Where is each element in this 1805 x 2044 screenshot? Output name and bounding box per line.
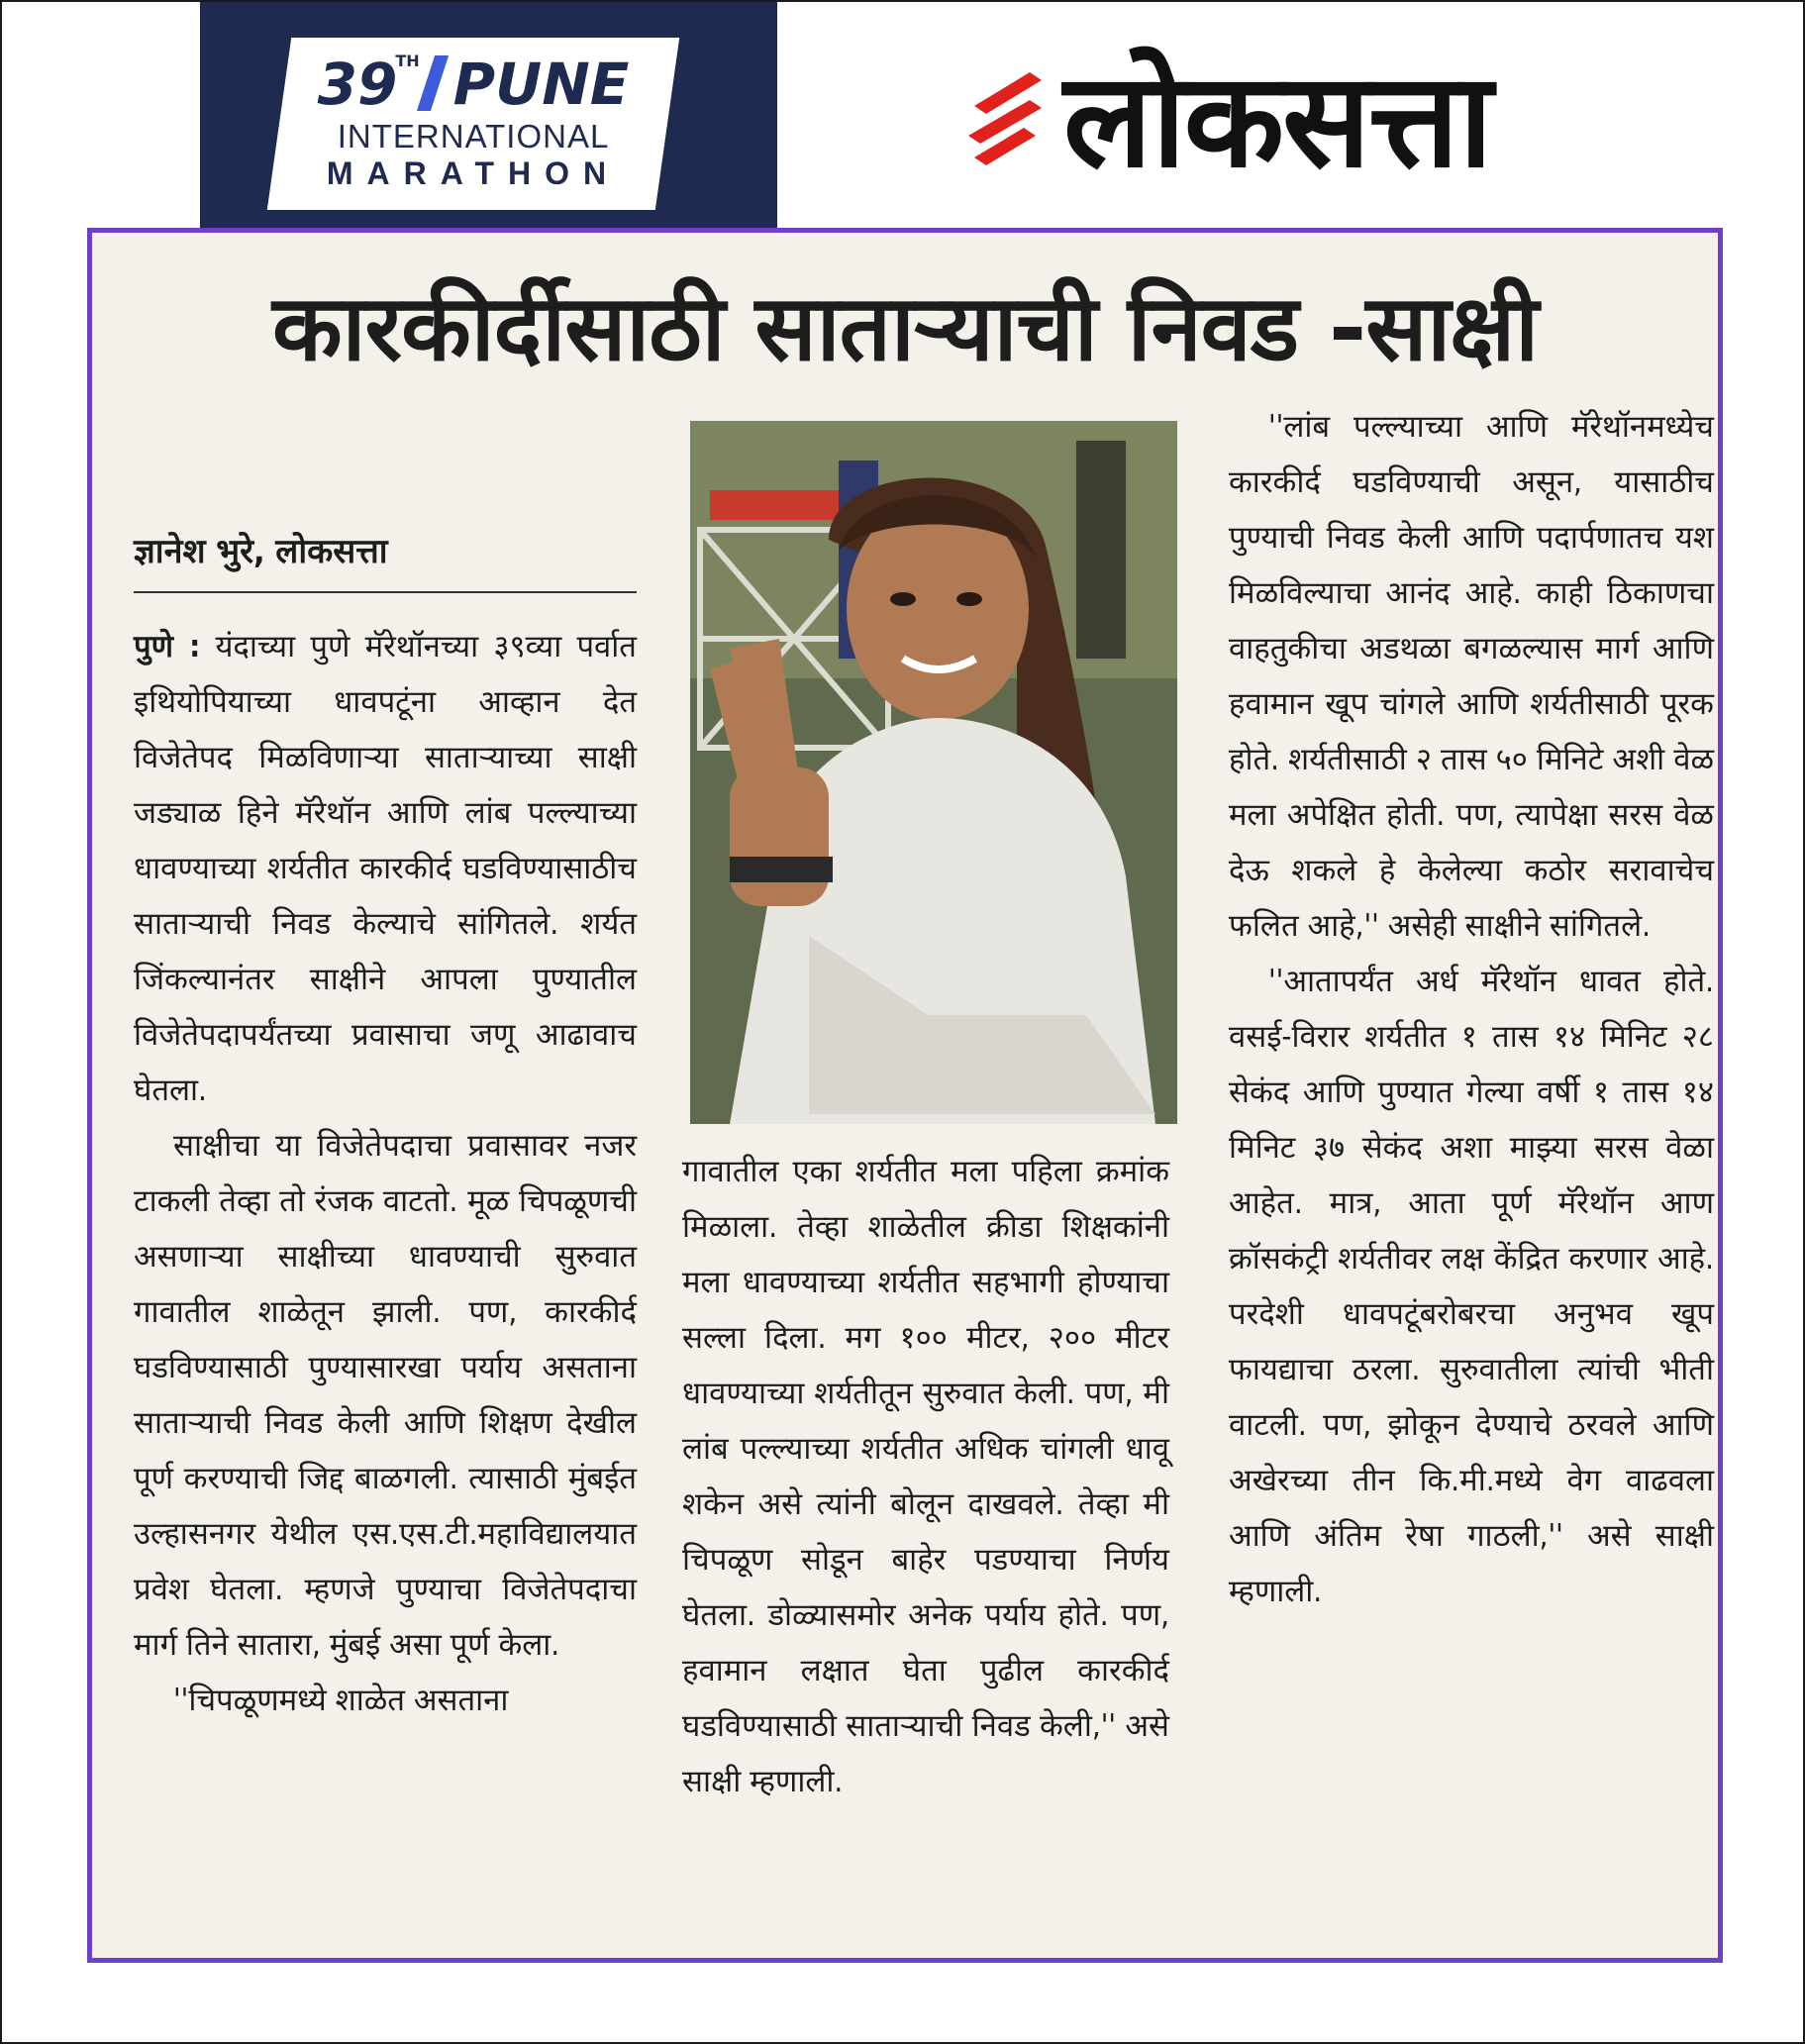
newspaper-name: लोकसत्ता [1063, 45, 1491, 197]
article-column-3 [1229, 399, 1714, 1619]
event-banner [200, 2, 777, 234]
logo-slash-mark [417, 55, 449, 111]
newspaper-masthead [960, 32, 1654, 210]
event-logo [267, 38, 679, 210]
event-type: MARATHON [326, 155, 621, 192]
article-paragraph: ''लांब पल्ल्याच्या आणि मॅरेथॉनमध्येच कारकीर्द घडविण्याची असून, यासाठीच पुण्याची निवड केली आणि पदार्पणातच यश मिळविल्याचा आनंद आहे. काही ठिकाणचा वाहतुकीचा अडथळा बगळल्यास मार्ग आणि हवामान खूप चांगले आणि शर्यतीसाठी पूरक होते. शर्यतीसाठी २ तास ५० मिनिटे अशी वेळ मला अपेक्षित होती. पण, त्यापेक्षा सरस वेळ देऊ शकले हे केलेल्या कठोर सरावाचेच फलित आहे,'' असेही साक्षीने सांगितले. [1229, 409, 1714, 944]
article-paragraph: ''चिपळूणमध्ये शाळेत असताना [173, 1683, 509, 1718]
athlete-photo [690, 421, 1177, 1124]
news-clipping [87, 228, 1723, 1963]
article-paragraph [134, 619, 637, 1118]
article-paragraph: साक्षीचा या विजेतेपदाचा प्रवासावर नजर टाकली तेव्हा तो रंजक वाटतो. मूळ चिपळूणची असणाऱ्या साक्षीच्या धावण्याची सुरुवात गावातील शाळेतून झाली. पण, कारकीर्द घडविण्यासाठी पुण्यासारखा पर्याय असताना साताऱ्याची निवड केली आणि शिक्षण देखील पूर्ण करण्याची जिद्द बाळगली. त्यासाठी मुंबईत उल्हासनगर येथील एस.एस.टी.महाविद्यालयात प्रवेश घेतला. म्हणजे पुण्याचा विजेतेपदाचा मार्ग तिने सातारा, मुंबई असा पूर्ण केला. [134, 1128, 637, 1663]
article-column-2 [682, 1144, 1169, 1809]
article-text: यंदाच्या पुणे मॅरेथॉनच्या ३९व्या पर्वात इथियोपियाच्या धावपटूंना आव्हान देत विजेतेपद मिळविणाऱ्या साताऱ्याच्या साक्षी जड्याळ हिने मॅरेथॉन आणि लांब पल्ल्याच्या धावण्याच्या शर्यतीत कारकीर्द घडविण्यासाठीच साताऱ्याची निवड केल्याचे सांगितले. शर्यत जिंकल्यानंतर साक्षीने आपला पुण्यातील विजेतेपदापर्यंतच्या प्रवासाचा जणू आढावाच घेतला. [134, 629, 637, 1108]
article-paragraph: ''आतापर्यंत अर्ध मॅरेथॉन धावत होते. वसई-विरार शर्यतीत १ तास १४ मिनिट २८ सेकंद आणि पुण्यात गेल्या वर्षी १ तास १४ मिनिट ३७ सेकंद अशा माझ्या सरस वेळा आहेत. मात्र, आता पूर्ण मॅरेथॉन आण क्रॉसकंट्री शर्यतीवर लक्ष केंद्रित करणार आहे. परदेशी धावपटूंबरोबरचा अनुभव खूप फायद्याचा ठरला. सुरुवातीला त्यांची भीती वाटली. पण, झोकून देण्याचे ठरवले आणि अखेरच्या तीन कि.मी.मध्ये वेग वाढवला आणि अंतिम रेषा गाठली,'' असे साक्षी म्हणाली. [1229, 964, 1714, 1609]
newspaper-logo-mark-icon [960, 66, 1050, 175]
article-column-1 [134, 526, 637, 1728]
athlete-photo-icon [690, 421, 1177, 1124]
event-subtitle: INTERNATIONAL [337, 118, 610, 155]
event-city: PUNE [452, 51, 630, 119]
event-edition-suffix: TH [395, 51, 420, 71]
article-dateline: पुणे : [134, 629, 201, 664]
event-edition-number: 39 [317, 51, 398, 119]
article-headline: कारकीर्दीसाठी साताऱ्याची निवड -साक्षी [271, 275, 1539, 381]
article-paragraph: गावातील एका शर्यतीत मला पहिला क्रमांक मिळाला. तेव्हा शाळेतील क्रीडा शिक्षकांनी मला धावण्याच्या शर्यतीत सहभागी होण्याचा सल्ला दिला. मग १०० मीटर, २०० मीटर धावण्याच्या शर्यतीतून सुरुवात केली. पण, मी लांब पल्ल्याच्या शर्यतीत अधिक चांगली धावू शकेन असे त्यांनी बोलून दाखवले. तेव्हा मी चिपळूण सोडून बाहेर पडण्याचा निर्णय घेतला. डोळ्यासमोर अनेक पर्याय होते. पण, हवामान लक्षात घेता पुढील कारकीर्द घडविण्यासाठी साताऱ्याची निवड केली,'' असे साक्षी म्हणाली. [682, 1154, 1169, 1799]
event-logo-title [279, 51, 667, 119]
article-byline: ज्ञानेश भुरे, लोकसत्ता [134, 526, 637, 593]
